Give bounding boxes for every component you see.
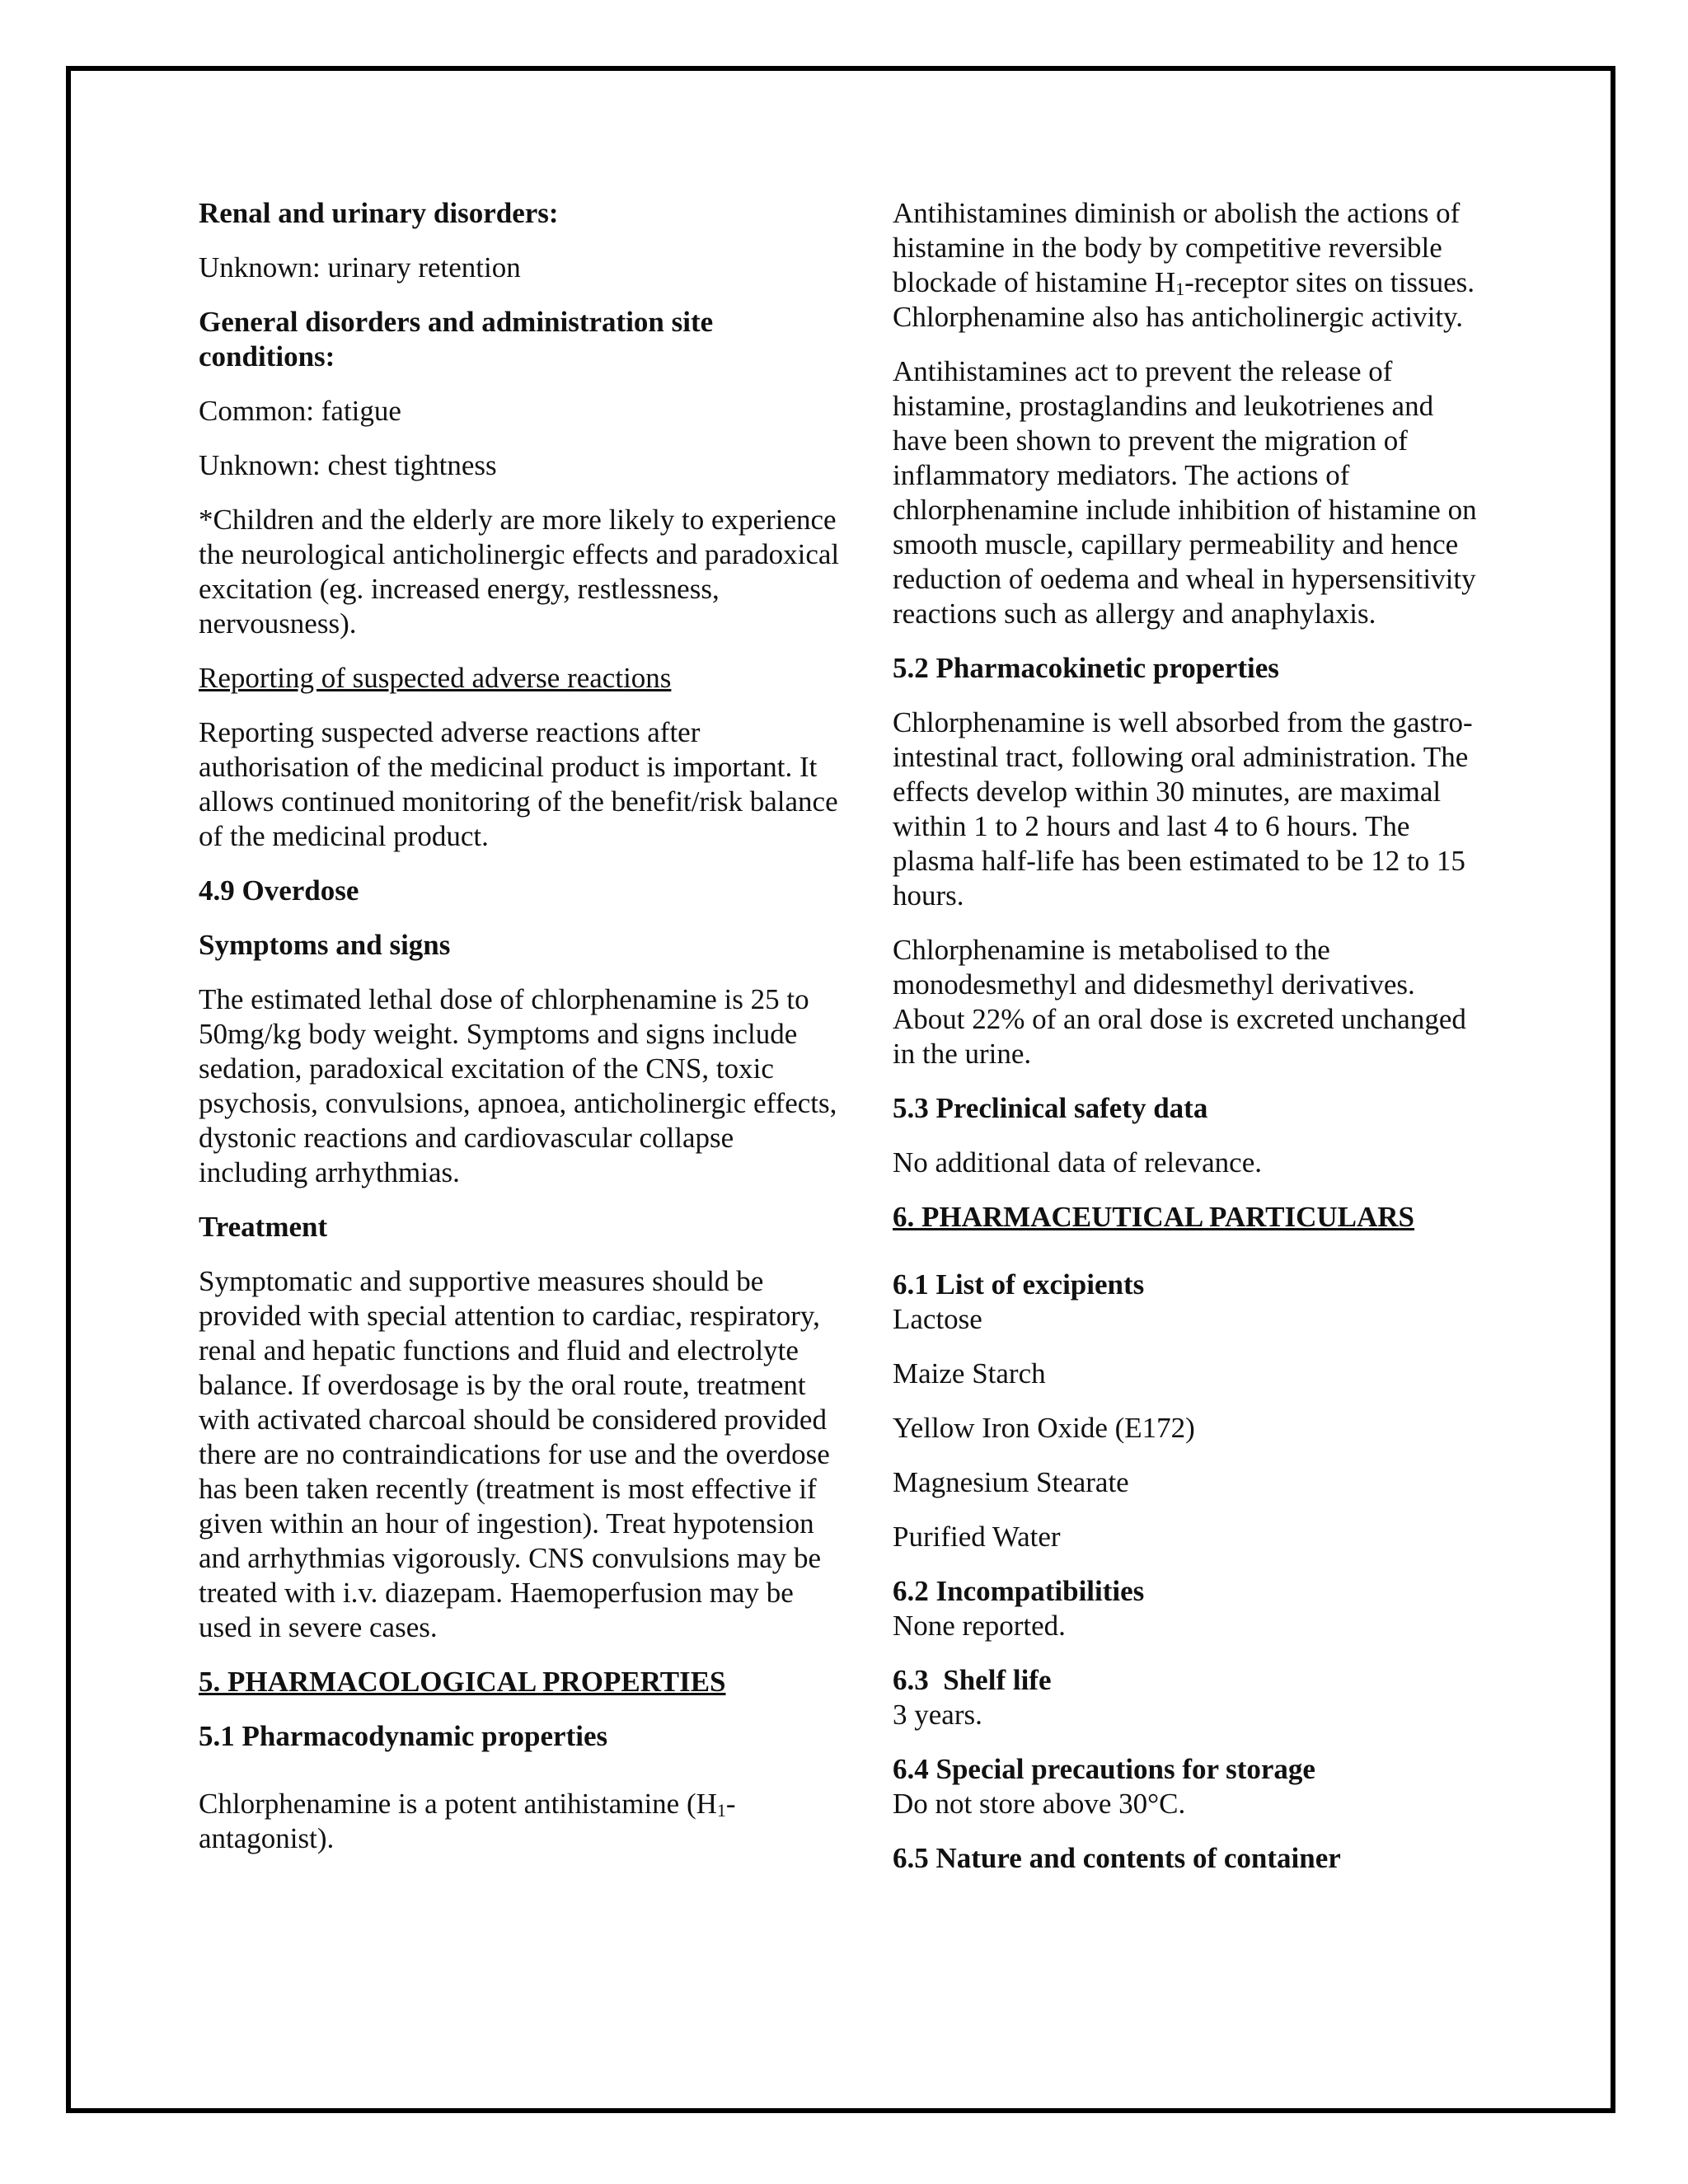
section6-heading: 6. PHARMACEUTICAL PARTICULARS [893, 1201, 1415, 1233]
excipient-item: Maize Starch [893, 1357, 1046, 1390]
preclinical-heading: 5.3 Preclinical safety data [893, 1092, 1208, 1124]
shelf-life-heading: 6.3 Shelf life [893, 1664, 1052, 1696]
antihistamine-paragraph-2: Antihistamines act to prevent the release of histamine, prostaglandins and leukotrienes and have been shown to prevent the migration of inflammatory mediators. The actions of chlorphenamine include inhibition of histamine on smooth muscle, capillary permeability and hence reduction of oedema and wheal in hypersensitivity reactions such as allergy and anaphylaxis. [893, 355, 1477, 630]
reporting-heading: Reporting of suspected adverse reactions [199, 662, 672, 694]
preclinical-text: No additional data of relevance. [893, 1146, 1262, 1179]
pharmacokinetic-heading: 5.2 Pharmacokinetic properties [893, 652, 1279, 684]
excipients-heading: 6.1 List of excipients [893, 1268, 1145, 1301]
right-column [893, 196, 1486, 1896]
treatment-heading: Treatment [199, 1211, 328, 1243]
renal-heading: Renal and urinary disorders: [199, 197, 559, 229]
incompatibilities-text: None reported. [893, 1610, 1066, 1642]
storage-heading: 6.4 Special precautions for storage [893, 1753, 1315, 1785]
excipient-item: Lactose [893, 1303, 982, 1335]
general-heading: General disorders and administration site conditions: [199, 306, 714, 373]
pharmacokinetic-paragraph-2: Chlorphenamine is metabolised to the monodesmethyl and didesmethyl derivatives. About 22% of an oral dose is excreted unchanged in the urine. [893, 934, 1466, 1070]
left-column [199, 196, 842, 1876]
antihist-subscript: 1 [1175, 279, 1185, 299]
antihist-p1-before: Antihistamines diminish or abolish the actions of histamine in the body by competitive reversible blockade of histamine H [893, 197, 1461, 298]
incompatibilities-heading: 6.2 Incompatibilities [893, 1575, 1145, 1607]
storage-text: Do not store above 30°C. [893, 1788, 1186, 1820]
treatment-text: Symptomatic and supportive measures should be provided with special attention to cardiac, respiratory, renal and hepatic functions and fluid and electrolyte balance. If overdosage is by the oral route, treatment with activated charcoal should be considered provided there are no contraindications for use and the overdose has been taken recently (treatment is most effective if given within an hour of ingestion). Treat hypotension and arrhythmias vigorously. CNS convulsions may be treated with i.v. diazepam. Haemoperfusion may be used in severe cases. [199, 1265, 830, 1643]
renal-unknown: Unknown: urinary retention [199, 251, 521, 284]
symptoms-heading: Symptoms and signs [199, 929, 451, 961]
pd-text-after: -antagonist). [199, 1788, 736, 1854]
pd-text-before: Chlorphenamine is a potent antihistamine (H [199, 1788, 717, 1820]
container-heading: 6.5 Nature and contents of container [893, 1842, 1341, 1874]
general-unknown: Unknown: chest tightness [199, 449, 497, 481]
pd-subscript: 1 [716, 1800, 726, 1821]
excipient-item: Purified Water [893, 1521, 1061, 1553]
antihist-p1-after: -receptor sites on tissues. Chlorphenamine also has anticholinergic activity. [893, 266, 1475, 333]
symptoms-text: The estimated lethal dose of chlorphenamine is 25 to 50mg/kg body weight. Symptoms and signs include sedation, paradoxical excitation of the CNS, toxic psychosis, convulsions, apnoea, anticholinergic effects, dystonic reactions and cardiovascular collapse including arrhythmias. [199, 983, 837, 1188]
pharmacokinetic-paragraph-1: Chlorphenamine is well absorbed from the gastro-intestinal tract, following oral administration. The effects develop within 30 minutes, are maximal within 1 to 2 hours and last 4 to 6 hours. The plasma half-life has been estimated to be 12 to 15 hours. [893, 706, 1473, 912]
shelf-life-text: 3 years. [893, 1699, 982, 1731]
antihistamine-paragraph-1 [893, 196, 1486, 335]
excipient-item: Magnesium Stearate [893, 1466, 1129, 1498]
pharmacodynamic-heading: 5.1 Pharmacodynamic properties [199, 1720, 608, 1752]
excipient-item: Yellow Iron Oxide (E172) [893, 1412, 1195, 1444]
reporting-text: Reporting suspected adverse reactions after authorisation of the medicinal product is important. It allows continued monitoring of the benefit/risk balance of the medicinal product. [199, 716, 838, 852]
section5-heading: 5. PHARMACOLOGICAL PROPERTIES [199, 1666, 726, 1698]
overdose-heading: 4.9 Overdose [199, 874, 359, 907]
pharmacodynamic-text [199, 1787, 842, 1856]
general-common: Common: fatigue [199, 395, 401, 427]
children-note: *Children and the elderly are more likely to experience the neurological anticholinergic effects and paradoxical excitation (eg. increased energy, restlessness, nervousness). [199, 504, 840, 640]
